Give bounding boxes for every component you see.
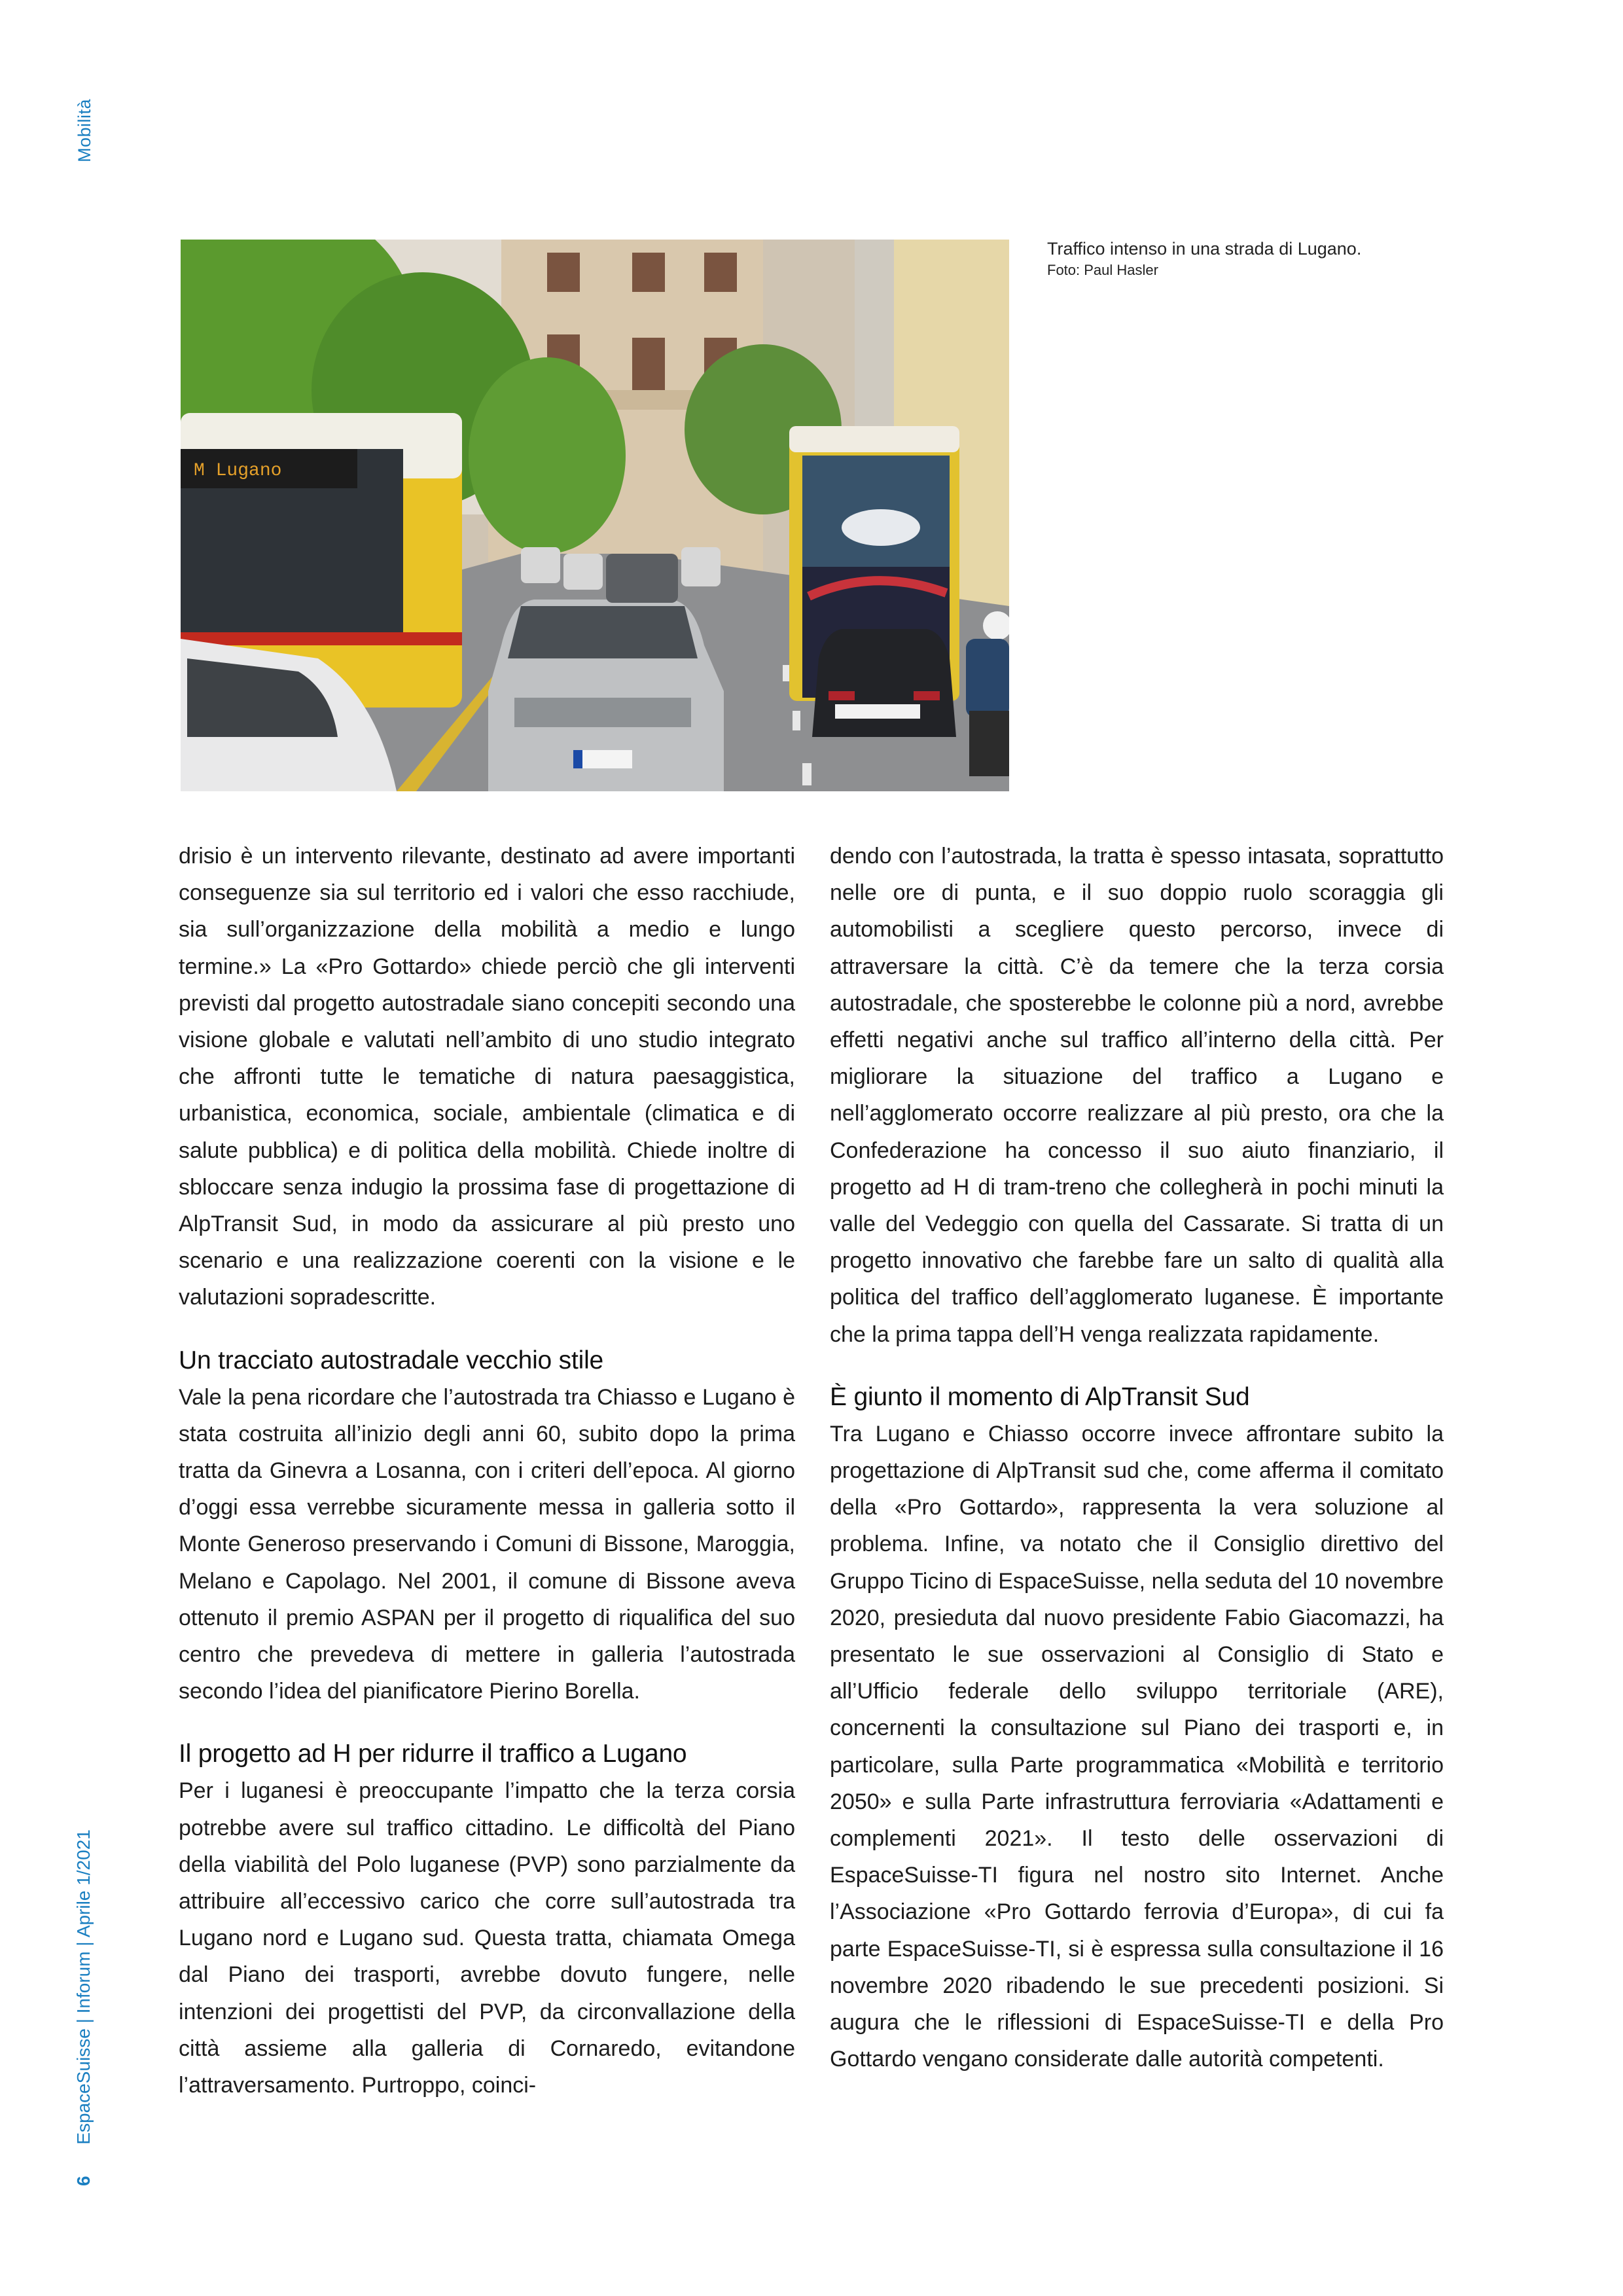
- street-traffic-illustration: [181, 240, 1009, 791]
- dark-car: [812, 629, 956, 737]
- section-body: Vale la pena ricordare che l’autostrada tra Chiasso e Lugano è stata costruita all’inizio degli anni 60, subito dopo la prima tratta da Ginevra a Losanna, con i criteri dell’epoca. Al giorno d’oggi essa verrebbe sicuramente messa in galleria sotto il Monte Generoso preservando i Comuni di Bissone, Maroggia, Melano e Capolago. Nel 2001, il comune di Bissone aveva ottenuto il premio ASPAN per il progetto di riqualifica del suo centro che prevedeva di mettere in galleria l’autostrada secondo l’idea del pianificatore Pierino Borella.: [179, 1384, 795, 1704]
- left-column: [179, 838, 795, 2104]
- page-footer: [73, 1829, 94, 2186]
- page-number: 6: [73, 2176, 94, 2186]
- photo-caption-block: [1047, 237, 1414, 280]
- intro-paragraph: drisio è un intervento rilevante, destinato ad avere importanti conseguenze sia sul territorio ed i valori che esso racchiude, sia sull’organizzazione della mobilità a medio e lungo termine.» La «Pro Gottardo» chiede perciò che gli interventi previsti dal progetto autostradale siano concepiti secondo una visione globale e valutati nell’ambito di uno studio integrato che affronti tutte le tematiche di natura paesaggistica, urbanistica, economica, sociale, ambientale (climatica e di salute pubblica) e di politica della mobilità. Chiede inoltre di sbloccare senza indugio la prossima fase di progettazione di AlpTransit Sud, in modo da assicurare al più presto uno scenario e una realizzazione coerenti con la visione e le valutazioni sopradescritte.: [179, 844, 795, 1310]
- section-heading: È giunto il momento di AlpTransit Sud: [830, 1382, 1250, 1411]
- continuation-paragraph: dendo con l’autostrada, la tratta è spesso intasata, soprattutto nelle ore di punta, e il suo doppio ruolo scoraggia gli automobilisti a scegliere questo percorso, invece di attraversare la città. C’è da temere che la terza corsia autostradale, che sposterebbe le colonne più a nord, avrebbe effetti negativi anche sul traffico all’interno della città. Per migliorare la situazione del traffico a Lugano e nell’agglomerato occorre realizzare al più presto, ora che la Confederazione ha concesso il suo aiuto finanziario, il progetto ad H di tram-treno che collegherà in pochi minuti la valle del Vedeggio con quella del Cassarate. Si tratta di un progetto innovativo che farebbe fare un salto di qualità alla politica del traffico dell’agglomerato luganese. È importante che la prima tappa dell’H venga realizzata rapidamente.: [830, 844, 1444, 1347]
- silver-suv: [488, 600, 724, 791]
- svg-text:M Lugano: M Lugano: [194, 461, 282, 481]
- section-heading: Il progetto ad H per ridurre il traffico a Lugano: [179, 1740, 687, 1768]
- article-photo: [181, 240, 1009, 791]
- photo-credit: Foto: Paul Hasler: [1047, 262, 1158, 278]
- publication-info: EspaceSuisse | Inforum | Aprile 1/2021: [73, 1829, 94, 2145]
- section-label: Mobilità: [75, 98, 94, 162]
- right-column: [830, 838, 1444, 2078]
- photo-caption: Traffico intenso in una strada di Lugano.: [1047, 239, 1362, 259]
- section-body: Tra Lugano e Chiasso occorre invece affrontare subito la progettazione di AlpTransit sud che, come afferma il comitato della «Pro Gottardo», rappresenta la vera soluzione al problema. Infine, va notato che il Consiglio direttivo del Gruppo Ticino di EspaceSuisse, nella seduta del 10 novembre 2020, presieduta dal nuovo presidente Fabio Giacomazzi, ha presentato le sue osservazioni al Consiglio di Stato e all’Ufficio federale dello sviluppo territoriale (ARE), concernenti la consultazione sul Piano dei trasporti e, in particolare, sulla Parte programmatica «Mobilità e territorio 2050» e sulla Parte infrastruttura ferroviaria «Adattamenti e complementi 2021». Il testo delle osservazioni di EspaceSuisse-TI figura nel nostro sito Internet. Anche l’Associazione «Pro Gottardo ferrovia d’Europa», di cui fa parte EspaceSuisse-TI, si è espressa sulla consultazione il 16 novembre 2020 ribadendo le sue precedenti posizioni. Si augura che le riflessioni di EspaceSuisse-TI e della Pro Gottardo vengano considerate dalle autorità competenti.: [830, 1421, 1444, 2072]
- section-heading: Un tracciato autostradale vecchio stile: [179, 1346, 604, 1374]
- section-body: Per i luganesi è preoccupante l’impatto che la terza corsia potrebbe avere sul traffico cittadino. Le difficoltà del Piano della viabilità del Polo luganese (PVP) sono parzialmente da attribuire all’eccessivo carico che corre sull’autostrada tra Lugano nord e Lugano sud. Questa tratta, chiamata Omega dal Piano dei trasporti, avrebbe dovuto fungere, nelle intenzioni dei progettisti del PVP, da circonvallazione della città assieme alla galleria di Cornaredo, evitandone l’attraversamento. Purtroppo, coinci-: [179, 1778, 795, 2098]
